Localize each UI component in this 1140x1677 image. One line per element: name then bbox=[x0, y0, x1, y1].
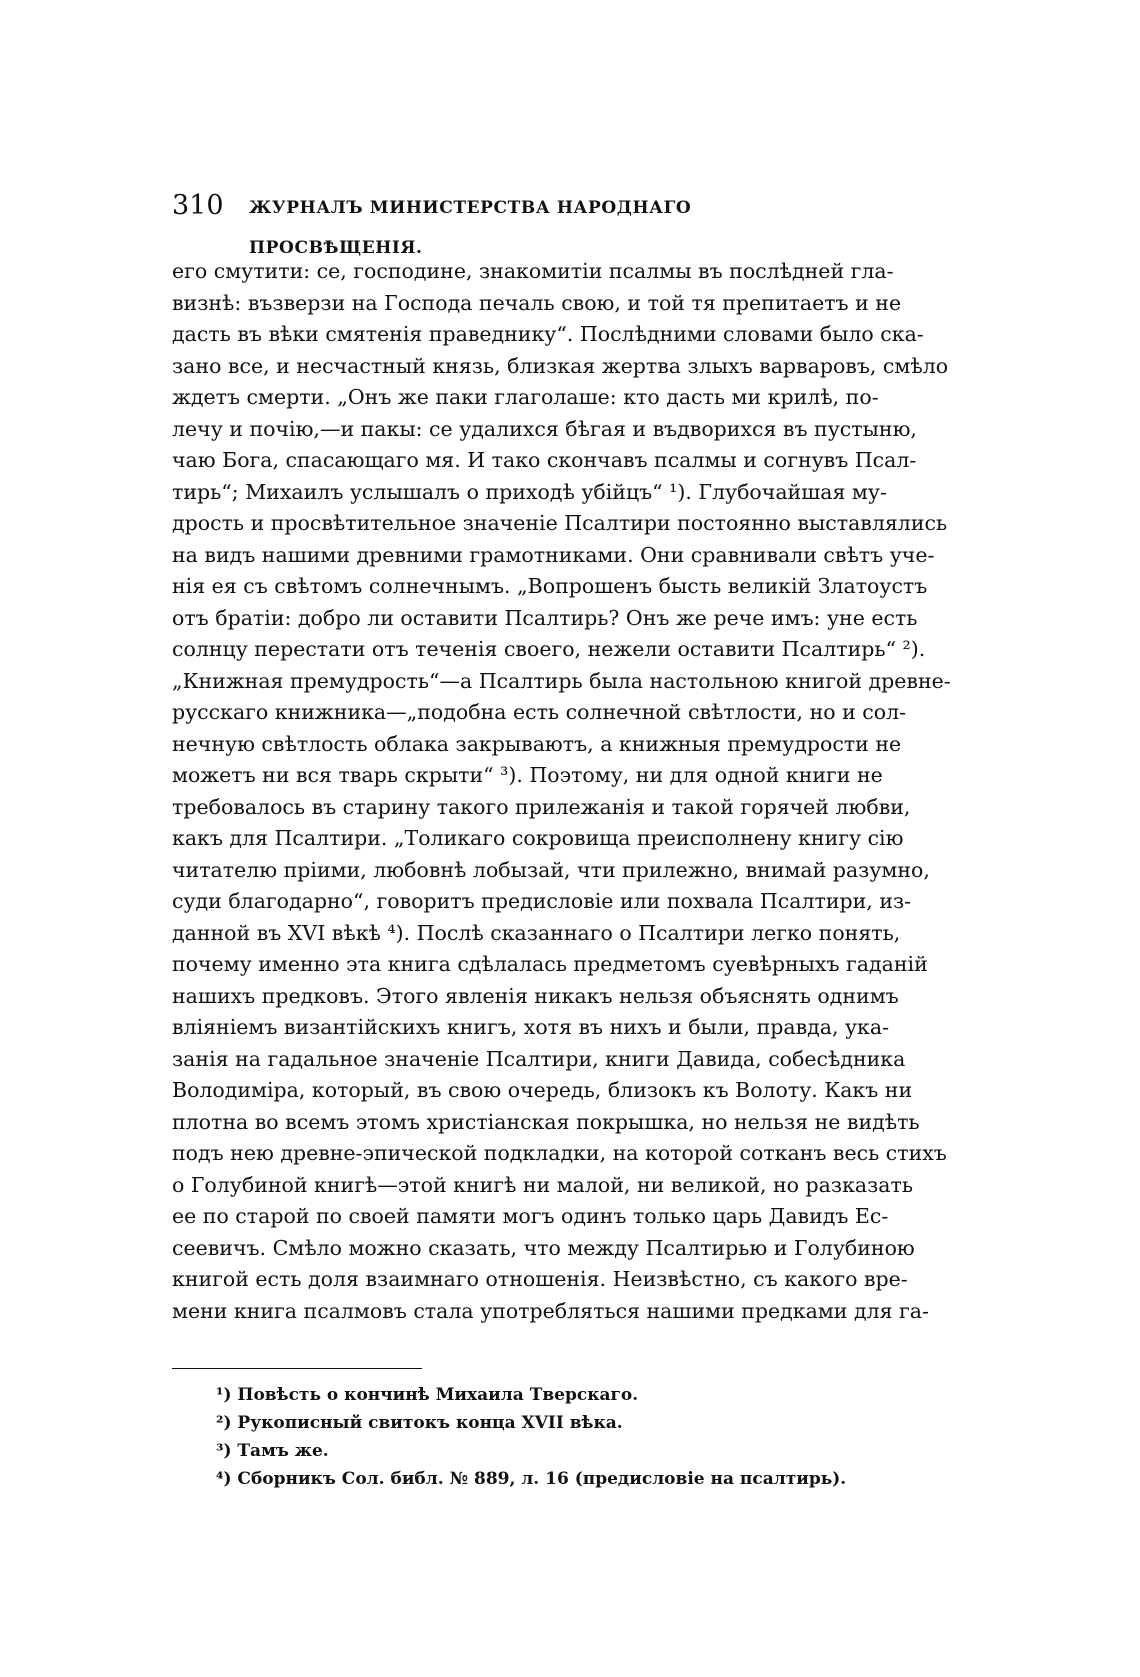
text-line: чаю Бога, спасающаго мя. И тако скончавъ псалмы и согнувъ Псал- bbox=[172, 448, 917, 472]
text-line: какъ для Псалтири. „Толикаго сокровища преисполнену книгу сію bbox=[172, 826, 904, 850]
footnotes bbox=[216, 1381, 976, 1493]
text-line: сеевичъ. Смѣло можно сказать, что между Псалтирью и Голубиною bbox=[172, 1235, 915, 1260]
text-line: ждетъ смерти. „Онъ же паки глаголаше: кто дасть ми крилѣ, по- bbox=[172, 385, 879, 409]
text-line: читателю пріими, любовнѣ лобызай, чти прилежно, внимай разумно, bbox=[172, 857, 930, 882]
footnote: ⁴) Сборникъ Сол. библ. № 889, л. 16 (предисловіе на псалтирь). bbox=[216, 1469, 847, 1489]
text-line: зано все, и несчастный князь, близкая жертва злыхъ варваровъ, смѣло bbox=[172, 353, 949, 378]
footnote: ³) Тамъ же. bbox=[216, 1441, 329, 1461]
running-title: ЖУРНАЛЪ МИНИСТЕРСТВА НАРОДНАГО ПРОСВѢЩЕНІЯ. bbox=[249, 198, 692, 258]
text-line: визнѣ: възверзи на Господа печаль свою, и той тя препитаетъ и не bbox=[172, 290, 902, 315]
page-number: 310 bbox=[172, 190, 224, 221]
text-line: лечу и почію,—и пакы: се удалихся бѣгая и въдворихся въ пустыню, bbox=[172, 416, 917, 441]
text-line: почему именно эта книга сдѣлалась предметомъ суевѣрныхъ гаданій bbox=[172, 952, 928, 976]
text-line: можетъ ни вся тварь скрыти“ ³). Поэтому, ни для одной книги не bbox=[172, 763, 883, 787]
text-line: данной въ XVI вѣкѣ ⁴). Послѣ сказаннаго о Псалтири легко понять, bbox=[172, 920, 901, 945]
text-line: его смутити: се, господине, знакомитіи псалмы въ послѣдней гла- bbox=[172, 259, 894, 283]
text-line: отъ братіи: добро ли оставити Псалтирь? Онъ же рече имъ: уне есть bbox=[172, 605, 918, 630]
text-line: о Голубиной книгѣ—этой книгѣ ни малой, ни великой, но разказать bbox=[172, 1172, 914, 1197]
footnote: ¹) Повѣсть о кончинѣ Михаила Тверскаго. bbox=[216, 1385, 639, 1405]
text-line: нія ея съ свѣтомъ солнечнымъ. „Вопрошенъ бысть великій Златоустъ bbox=[172, 574, 928, 598]
text-line: нашихъ предковъ. Этого явленія никакъ нельзя объяснять однимъ bbox=[172, 983, 899, 1008]
text-line: вліяніемъ византійскихъ книгъ, хотя въ нихъ и были, правда, ука- bbox=[172, 1015, 890, 1039]
footnote-divider bbox=[172, 1368, 422, 1369]
text-line: требовалось въ старину такого прилежанія и такой горячей любви, bbox=[172, 794, 911, 819]
text-line: Володиміра, который, въ свою очередь, близокъ къ Волоту. Какъ ни bbox=[172, 1078, 913, 1102]
text-line: плотна во всемъ этомъ христіанская покрышка, но нельзя не видѣть bbox=[172, 1109, 920, 1134]
text-line: солнцу перестати отъ теченія своего, нежели оставити Псалтирь“ ²). bbox=[172, 637, 926, 661]
text-line: дрость и просвѣтительное значеніе Псалтири постоянно выставлялись bbox=[172, 511, 948, 535]
text-line: книгой есть доля взаимнаго отношенія. Неизвѣстно, съ какого вре- bbox=[172, 1267, 908, 1291]
footnote: ²) Рукописный свитокъ конца XVII вѣка. bbox=[216, 1413, 623, 1433]
body-text bbox=[172, 256, 962, 1327]
text-line: на видъ нашими древними грамотниками. Они сравнивали свѣтъ уче- bbox=[172, 542, 935, 567]
text-line: подъ нею древне-эпической подкладки, на которой сотканъ весь стихъ bbox=[172, 1141, 947, 1165]
text-line: русскаго книжника—„подобна есть солнечной свѣтлости, но и сол- bbox=[172, 700, 907, 724]
text-line: занія на гадальное значеніе Псалтири, книги Давида, собесѣдника bbox=[172, 1046, 906, 1071]
page-header bbox=[172, 186, 857, 258]
text-line: ее по старой по своей памяти могъ одинъ только царь Давидъ Ес- bbox=[172, 1204, 889, 1228]
text-line: „Книжная премудрость“—а Псалтирь была настольною книгой древне- bbox=[172, 668, 951, 693]
text-line: нечную свѣтлость облака закрываютъ, а книжныя премудрости не bbox=[172, 731, 902, 756]
text-line: тирь“; Михаилъ услышалъ о приходѣ убійцъ“ ¹). Глубочайшая му- bbox=[172, 479, 887, 504]
text-line: дасть въ вѣки смятенія праведнику“. Послѣдними словами было ска- bbox=[172, 322, 924, 346]
text-line: суди благодарно“, говоритъ предисловіе или похвала Псалтири, из- bbox=[172, 889, 912, 913]
text-line: мени книга псалмовъ стала употребляться нашими предками для га- bbox=[172, 1298, 929, 1323]
